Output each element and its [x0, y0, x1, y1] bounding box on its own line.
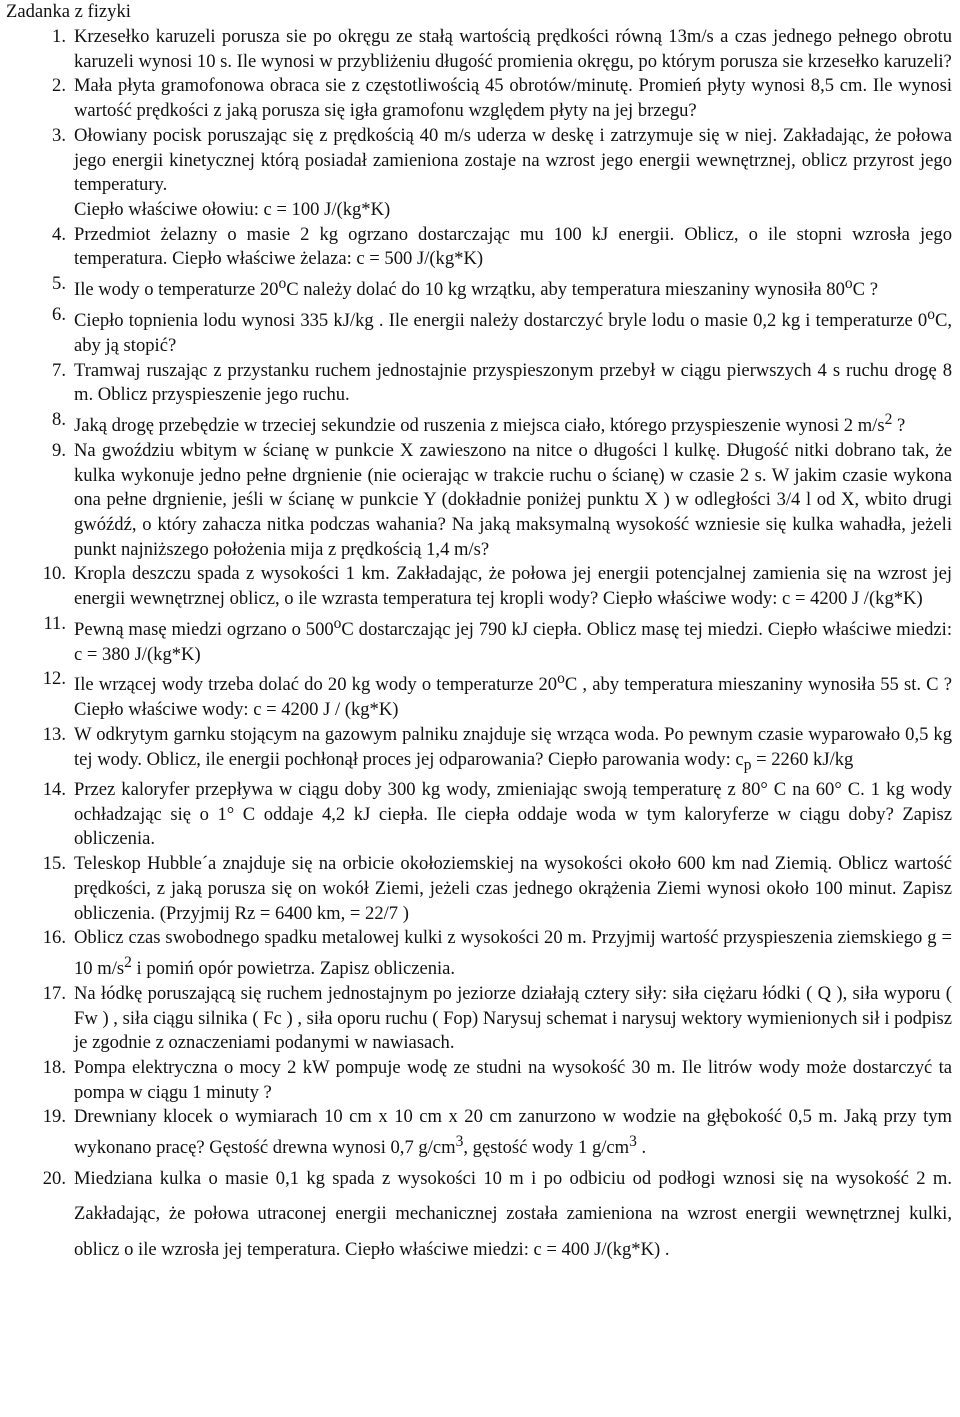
task-text: W odkrytym garnku stojącym na gazowym palniku znajduje się wrząca woda. Po pewnym czasie wyparowało 0,5 kg tej wody. Oblicz, ile energii pochłonął proces jej odparowania? Ciepło parowania wody: $c_p = 2260$ kJ/kg: [74, 723, 952, 774]
task-item-12: [6, 667, 952, 723]
task-text: Pompa elektryczna o mocy 2 kW pompuje wodę ze studni na wysokość 30 m. Ile litrów wody może dostarczyć ta pompa w ciągu 1 minuty ?: [74, 1056, 952, 1103]
task-text: Przedmiot żelazny o masie 2 kg ogrzano dostarczając mu 100 kJ energii. Oblicz, o ile stopni wzrosła jego temperatura. Ciepło właściwe żelaza: c = 500 J/(kg*K): [74, 223, 952, 270]
task-text: Drewniany klocek o wymiarach 10 cm x 10 cm x 20 cm zanurzono w wodzie na głębokość 0,5 m. Jaką przy tym wykonano pracę? Gęstość drewna wynosi 0,7 $g/cm^3$, gęstość wody 1 $g/cm^3$ .: [74, 1106, 952, 1159]
task-number: 10.: [42, 563, 66, 585]
task-item-15: [6, 852, 952, 926]
task-item-14: [6, 778, 952, 852]
document-title: Zadanka z fizyki: [6, 1, 131, 22]
task-text: Oblicz czas swobodnego spadku metalowej kulki z wysokości 20 m. Przyjmij wartość przyspieszenia ziemskiego g = 10 $m/s^2$ i pomiń opór powietrza. Zapisz obliczenia.: [74, 927, 952, 980]
task-number: 19.: [42, 1106, 66, 1128]
task-text: Na łódkę poruszającą się ruchem jednostajnym po jeziorze działają cztery siły: siła ciężaru łódki ( Q ), siła wyporu ( Fw ) , siła ciągu silnika ( Fc ) , siła oporu ruchu ( Fop) Narysuj schemat i narysuj wektory wymienionych sił i podpisz je zgodnie z oznaczeniami podanymi w nawiasach.: [74, 982, 952, 1054]
task-number: 6.: [52, 303, 66, 325]
task-item-5: [6, 272, 952, 303]
task-number: 8.: [52, 408, 66, 430]
task-number: 18.: [42, 1056, 66, 1078]
task-text: Pewną masę miedzi ogrzano o 500$^o$C dostarczając jej 790 kJ ciepła. Oblicz masę tej miedzi. Ciepło właściwe miedzi: c = 380 J/(kg*K): [74, 614, 952, 665]
task-text: Krzesełko karuzeli porusza sie po okręgu ze stałą wartością prędkości równą 13m/s a czas jednego pełnego obrotu karuzeli wynosi 10 s. Ile wynosi w przybliżeniu długość promienia okręgu, po którym porusza sie krzesełko karuzeli?: [74, 26, 952, 72]
task-item-11: [6, 612, 952, 668]
task-text: Ile wody o temperaturze 20$^o$C należy dolać do 10 kg wrzątku, aby temperatura mieszaniny wynosiła 80$^o$C ?: [74, 275, 878, 301]
task-text: Teleskop Hubble´a znajduje się na orbicie okołoziemskiej na wysokości około 600 km nad Ziemią. Oblicz wartość prędkości, z jaką porusza się on wokół Ziemi, jeżeli czas jednego okrążenia Ziemi wynosi około 100 minut. Zapisz obliczenia. (Przyjmij Rz = 6400 km, = 22/7 ): [74, 853, 952, 924]
task-text: Ile wrzącej wody trzeba dolać do 20 kg wody o temperaturze 20$^o$C , aby temperatura mieszaniny wynosiła 55 st. C ? Ciepło właściwe wody: c = 4200 J / (kg*K): [74, 670, 952, 721]
task-number: 3.: [52, 124, 66, 146]
task-item-2: [6, 74, 952, 123]
task-number: 2.: [52, 75, 66, 97]
task-text: Ołowiany pocisk poruszając się z prędkością 40 m/s uderza w deskę i zatrzymuje się w niej. Zakładając, że połowa jego energii kinetycznej którą posiadał zamieniona zostaje na wzrost jego energii wewnętrznej, oblicz przyrost jego temperatury. Ciepło właściwe ołowiu: c = 100 J/(kg*K): [74, 124, 952, 220]
task-number: 9.: [52, 439, 66, 461]
task-item-7: [6, 359, 952, 408]
task-text: Tramwaj ruszając z przystanku ruchem jednostajnie przyspieszonym przebył w ciągu pierwszych 4 s ruchu drogę 8 m. Oblicz przyspieszenie jego ruchu.: [74, 359, 952, 406]
task-text: Miedziana kulka o masie 0,1 kg spada z wysokości 10 m i po odbiciu od podłogi wznosi się na wysokość 2 m. Zakładając, że połowa utraconej energii mechanicznej została zamieniona na wzrost energii wewnętrznej kulki, oblicz o ile wzrosła jej temperatura. Ciepło właściwe miedzi: c = 400 J/(kg*K) .: [74, 1167, 952, 1260]
task-number: 4.: [52, 223, 66, 245]
task-number: 7.: [52, 359, 66, 381]
task-number: 12.: [42, 668, 66, 690]
task-number: 1.: [52, 26, 66, 47]
task-item-16: [6, 926, 952, 982]
task-item-10: [6, 562, 952, 611]
task-item-1: [6, 25, 952, 74]
task-item-19: [6, 1105, 952, 1161]
task-item-18: [6, 1056, 952, 1105]
task-text: Na gwoździu wbitym w ścianę w punkcie X zawieszono na nitce o długości l kulkę. Długość nitki dobrano tak, że kulka wykonuje jedno pełne drgnienie (nie ocierając w trakcie ruchu o ścianę) w czasie 2 s. W jakim czasie wykona ona pełne drgnienie, jeśli w ścianę w punkcie Y (dokładnie poniżej punktu X ) w odległości 3/4 l od X, wbito drugi gwóźdź, o który zahacza nitka podczas wahania? Na jaką maksymalną wysokość wzniesie się kulka wahadła, jeżeli punkt najniższego położenia mija z prędkością 1,4 m/s?: [74, 439, 952, 560]
task-number: 11.: [43, 612, 66, 634]
task-item-13: [6, 723, 952, 778]
specific-heat-note: Ciepło właściwe ołowiu: c = 100 J/(kg*K): [74, 198, 391, 220]
task-item-8: [6, 408, 952, 439]
task-number: 13.: [42, 723, 66, 745]
task-text: Kropla deszczu spada z wysokości 1 km. Zakładając, że połowa jej energii potencjalnej zamienia się na wzrost jej energii wewnętrznej oblicz, o ile wzrasta temperatura tej kropli wody? Ciepło właściwe wody: c = 4200 J /(kg*K): [74, 563, 952, 610]
task-number: 16.: [42, 927, 66, 949]
task-number: 14.: [42, 779, 66, 801]
task-item-4: [6, 223, 952, 272]
task-text: Ciepło topnienia lodu wynosi 335 kJ/kg . Ile energii należy dostarczyć bryle lodu o masie 0,2 kg i temperaturze 0$^o$C, aby ją stopić?: [74, 305, 952, 356]
task-number: 20.: [42, 1167, 66, 1189]
task-text: Jaką drogę przebędzie w trzeciej sekundzie od ruszenia z miejsca ciało, którego przyspieszenie wynosi 2 $m/s^2$ ?: [74, 410, 906, 437]
task-text: Mała płyta gramofonowa obraca sie z częstotliwością 45 obrotów/minutę. Promień płyty wynosi 8,5 cm. Ile wynosi wartość prędkości z jaką porusza się igła gramofonu względem płyty na jej brzegu?: [74, 75, 952, 122]
task-item-20: [6, 1161, 952, 1268]
task-number: 5.: [52, 273, 66, 295]
task-list: [6, 25, 952, 1267]
task-item-17: [6, 982, 952, 1056]
task-number: 17.: [42, 982, 66, 1004]
task-item-6: [6, 303, 952, 359]
task-number: 15.: [42, 853, 66, 875]
task-text: Przez kaloryfer przepływa w ciągu doby 300 kg wody, zmieniając swoją temperaturę z 80° C na 60° C. 1 kg wody ochładzając się o 1° C oddaje 4,2 kJ ciepła. Ile ciepła oddaje woda w tym kaloryferze w ciągu doby? Zapisz obliczenia.: [74, 779, 952, 850]
task-item-3: [6, 124, 952, 223]
task-item-9: [6, 439, 952, 563]
